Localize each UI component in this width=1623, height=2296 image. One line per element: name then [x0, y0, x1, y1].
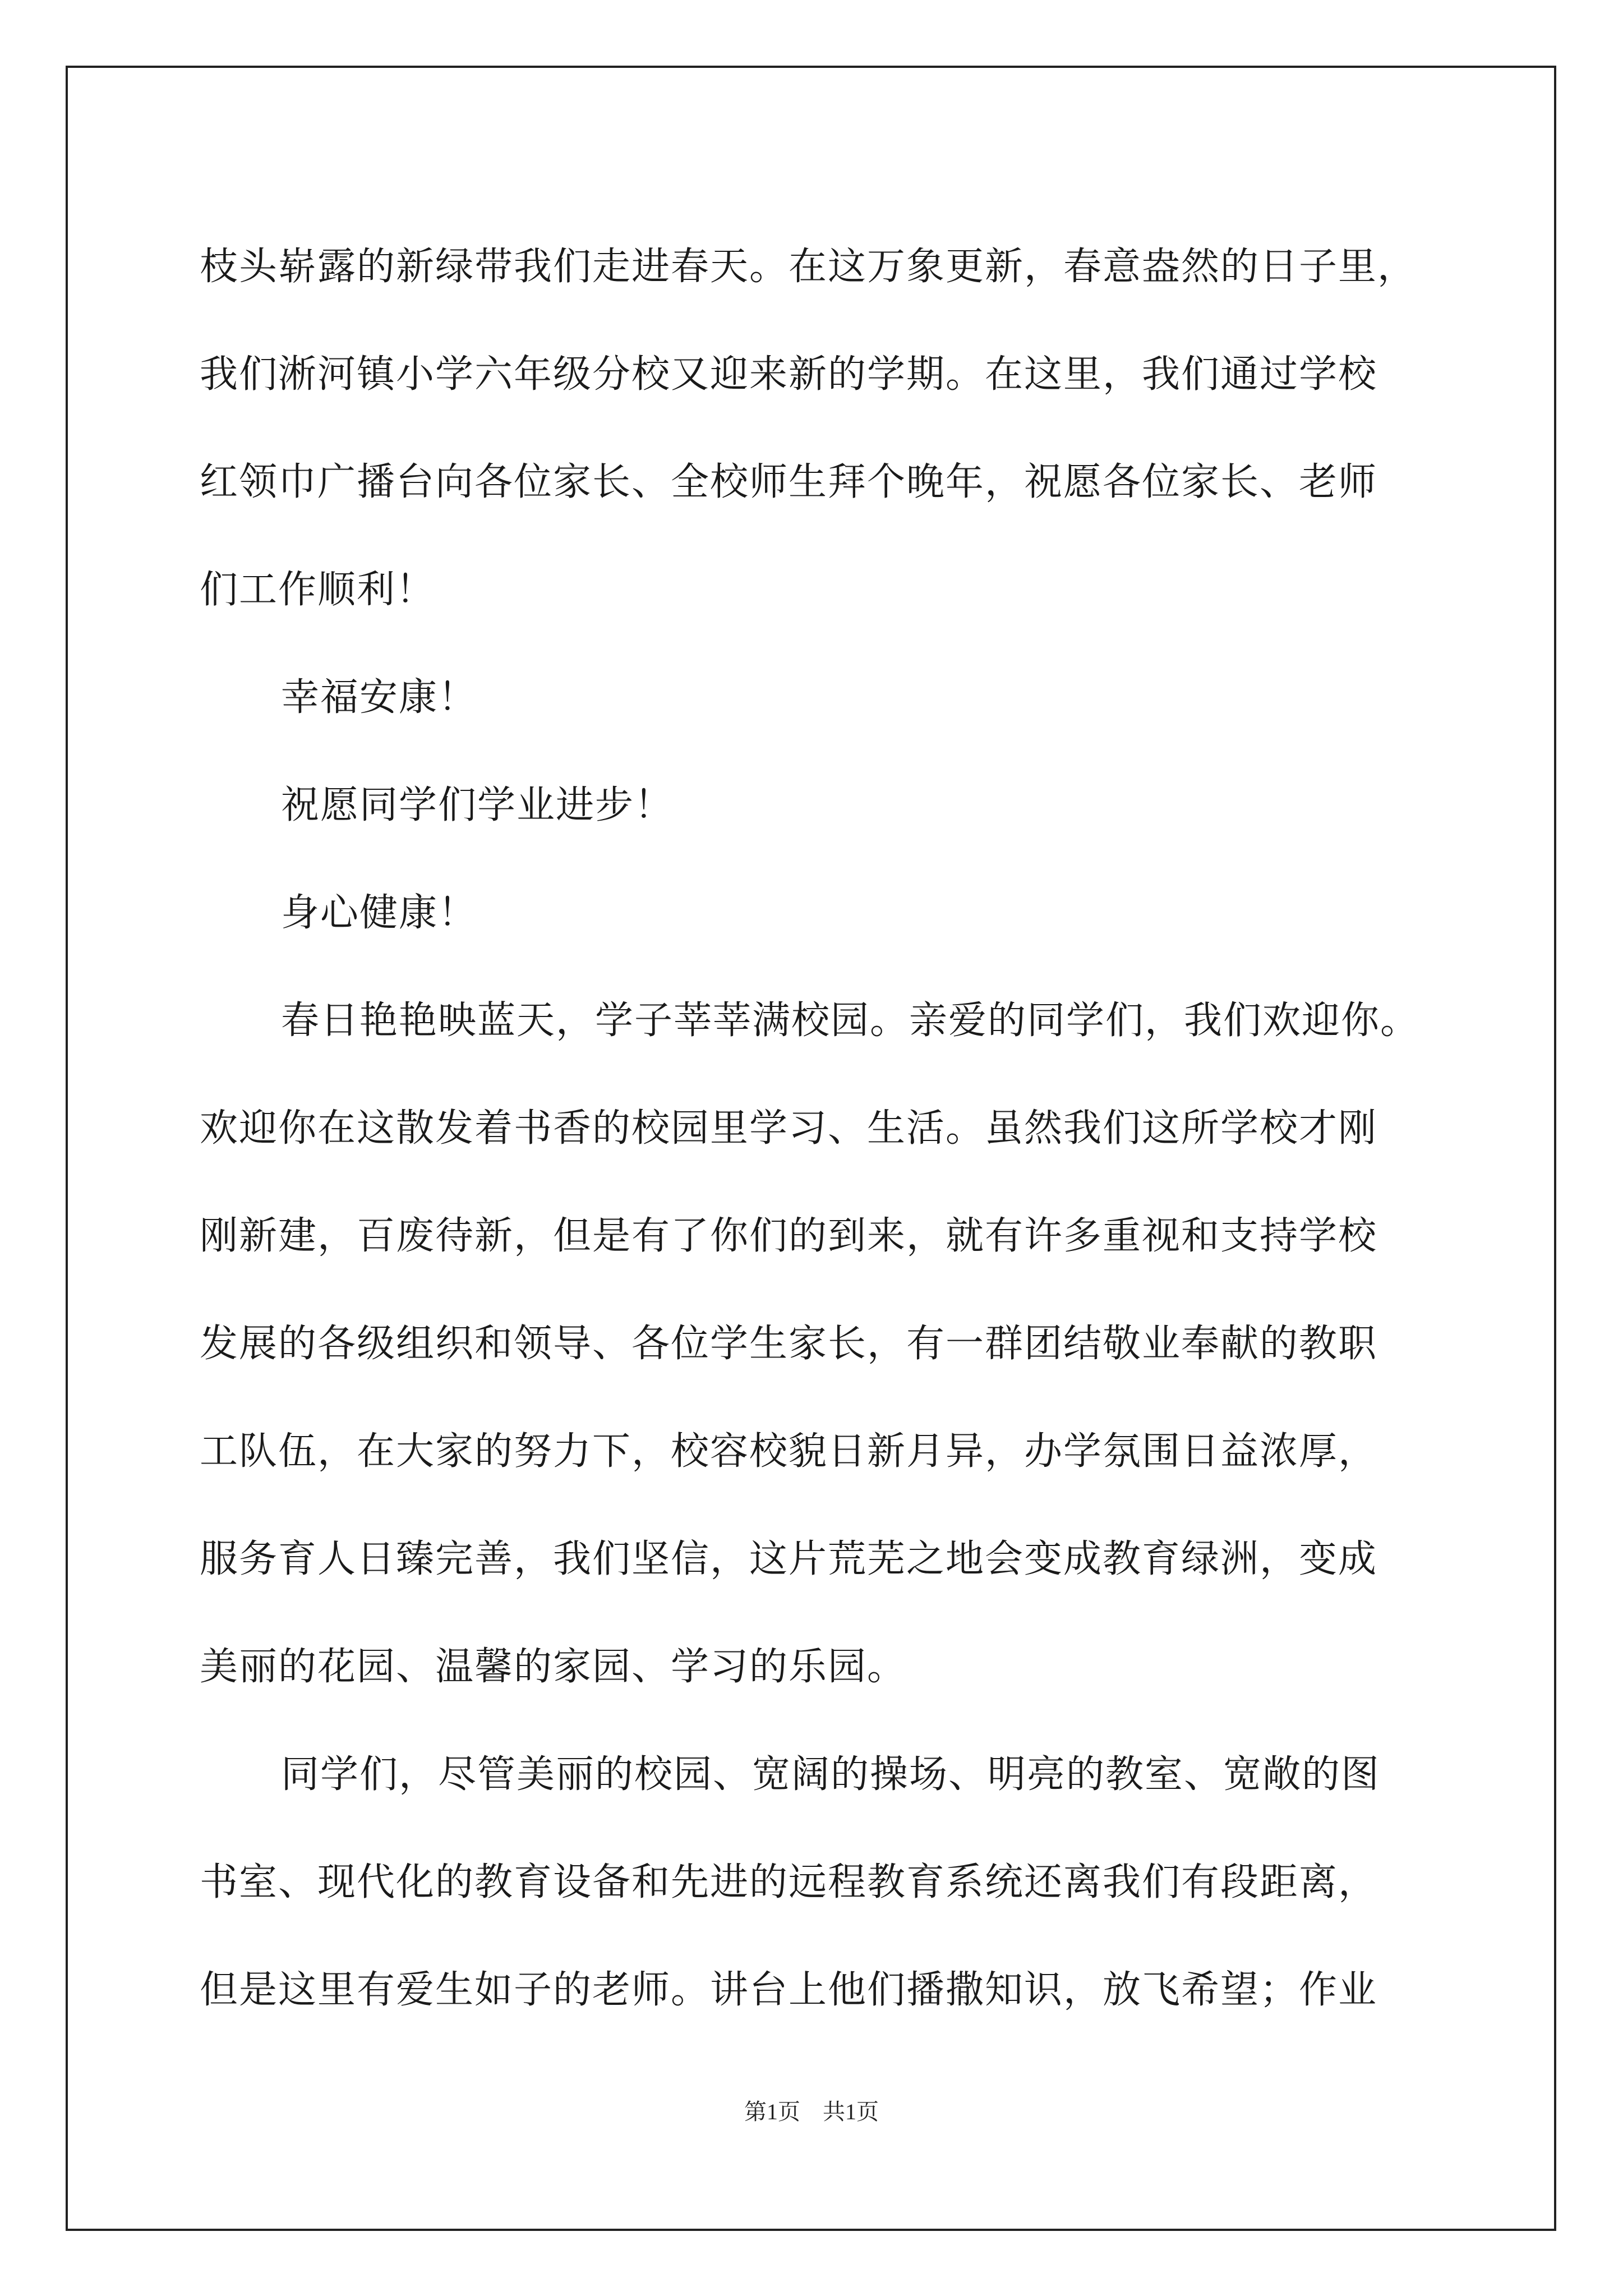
text-line: 同学们，尽管美丽的校园、宽阔的操场、明亮的教室、宽敞的图: [281, 1752, 1381, 1797]
text-line: 刚新建，百废待新，但是有了你们的到来，就有许多重视和支持学校: [200, 1214, 1378, 1258]
text-line: 我们淅河镇小学六年级分校又迎来新的学期。在这里，我们通过学校: [200, 352, 1378, 397]
text-line: 祝愿同学们学业进步！: [281, 783, 674, 827]
text-line: 服务育人日臻完善，我们坚信，这片荒芜之地会变成教育绿洲，变成: [200, 1537, 1378, 1581]
document-body: [200, 213, 1433, 2044]
text-line: 工队伍，在大家的努力下，校容校貌日新月异，办学氛围日益浓厚，: [200, 1429, 1378, 1474]
text-line: 春日艳艳映蓝天，学子莘莘满校园。亲爱的同学们，我们欢迎你。: [281, 999, 1420, 1043]
text-line: 发展的各级组织和领导、各位学生家长，有一群团结敬业奉献的教职: [200, 1322, 1378, 1366]
text-line: 书室、现代化的教育设备和先进的远程教育系统还离我们有段距离，: [200, 1860, 1378, 1904]
text-line: 红领巾广播台向各位家长、全校师生拜个晚年，祝愿各位家长、老师: [200, 460, 1378, 504]
text-line: 身心健康！: [281, 891, 478, 935]
text-line: 枝头崭露的新绿带我们走进春天。在这万象更新，春意盎然的日子里，: [200, 245, 1417, 289]
text-line: 欢迎你在这散发着书香的校园里学习、生活。虽然我们这所学校才刚: [200, 1106, 1378, 1151]
text-line: 幸福安康！: [281, 675, 478, 720]
page-number: 第1页: [744, 2099, 800, 2124]
text-line: 但是这里有爱生如子的老师。讲台上他们播撒知识，放飞希望；作业: [200, 1968, 1378, 2012]
text-line: 们工作顺利！: [200, 568, 436, 612]
page-footer: [0, 2095, 1623, 2129]
page-total: 共1页: [823, 2099, 879, 2124]
text-line: 美丽的花园、温馨的家园、学习的乐园。: [200, 1645, 907, 1689]
